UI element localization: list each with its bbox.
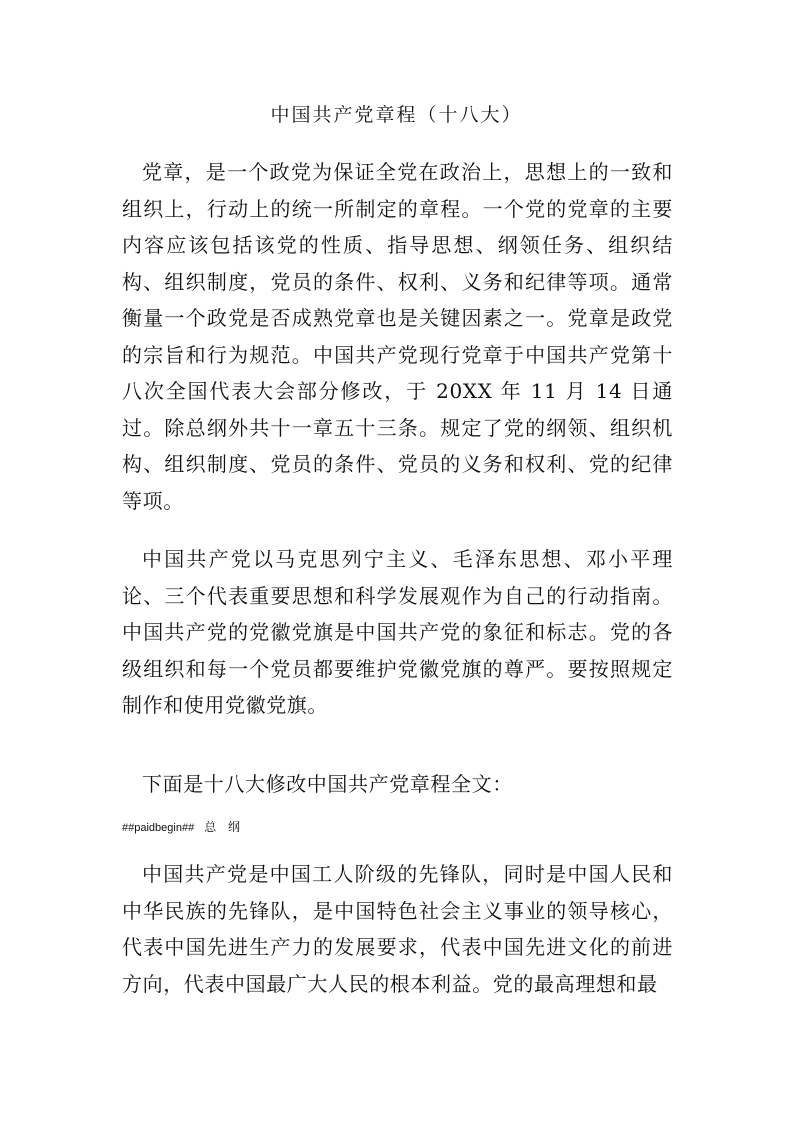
document-title: 中国共产党章程（十八大）: [270, 104, 523, 126]
section-title: 总 纲: [204, 820, 245, 834]
section-heading-line: [122, 816, 244, 839]
intro-paragraph: 党章，是一个政党为保证全党在政治上，思想上的一致和组织上，行动上的统一所制定的章程。一个党的党章的主要内容应该包括该党的性质、指导思想、纲领任务、组织结构、组织制度，党员的条件、权利、义务和纪律等项。通常衡量一个政党是否成熟党章也是关键因素之一。党章是政党的宗旨和行为规范。中国共产党现行党章于中国共产党第十八次全国代表大会部分修改，于 20XX 年 11 月 14 日通过。除总纲外共十一章五十三条。规定了党的纲领、组织机构、组织制度、党员的条件、党员的义务和权利、党的纪律等项。: [122, 160, 673, 513]
full-text-intro-paragraph: 下面是十八大修改中国共产党章程全文：: [142, 772, 513, 796]
paid-marker: ##paidbegin##: [122, 822, 195, 834]
guideline-paragraph: 中国共产党以马克思列宁主义、毛泽东思想、邓小平理论、三个代表重要思想和科学发展观作为自己的行动指南。中国共产党的党徽党旗是中国共产党的象征和标志。党的各级组织和每一个党员都要维护党徽党旗的尊严。要按照规定制作和使用党徽党旗。: [122, 547, 673, 717]
general-program-paragraph: 中国共产党是中国工人阶级的先锋队，同时是中国人民和中华民族的先锋队，是中国特色社会主义事业的领导核心，代表中国先进生产力的发展要求，代表中国先进文化的前进方向，代表中国最广大人民的根本利益。党的最高理想和最: [122, 862, 673, 996]
